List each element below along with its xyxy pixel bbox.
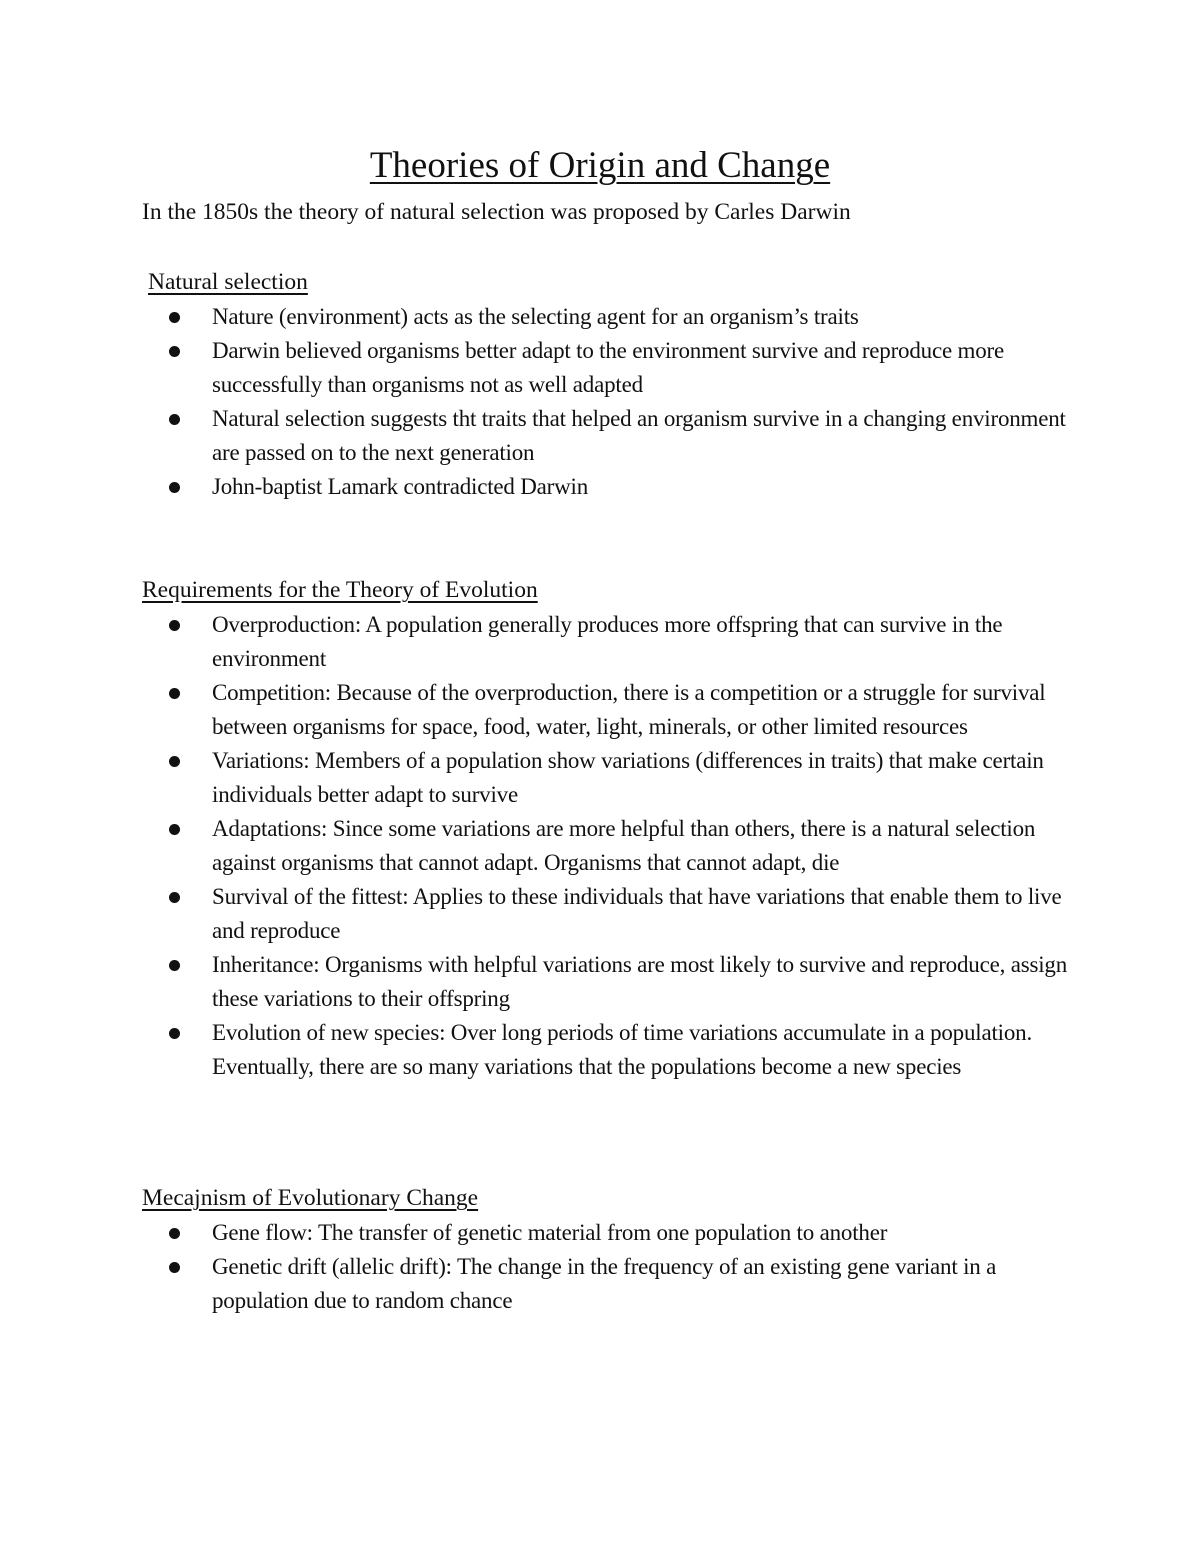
list-item xyxy=(142,880,1072,948)
bullet-list xyxy=(142,300,1072,504)
section-natural-selection xyxy=(142,266,1072,504)
section-heading: Natural selection xyxy=(148,269,308,295)
list-item xyxy=(142,1250,1072,1318)
bullet-icon xyxy=(169,892,180,903)
list-item xyxy=(142,300,1072,334)
list-item-text: Nature (environment) acts as the selecting agent for an organism’s traits xyxy=(212,304,859,329)
list-item xyxy=(142,744,1072,812)
list-item-text: Adaptations: Since some variations are more helpful than others, there is a natural selection against organisms that cannot adapt. Organisms that cannot adapt, die xyxy=(212,816,1036,875)
bullet-icon xyxy=(169,1262,180,1273)
bullet-list xyxy=(142,1216,1072,1318)
list-item-text: Gene flow: The transfer of genetic material from one population to another xyxy=(212,1220,888,1245)
bullet-icon xyxy=(169,1228,180,1239)
section-heading: Mecajnism of Evolutionary Change xyxy=(142,1185,479,1211)
list-item-text: Genetic drift (allelic drift): The change in the frequency of an existing gene variant in a population due to random chance xyxy=(212,1254,997,1313)
list-item-text: Darwin believed organisms better adapt to the environment survive and reproduce more successfully than organisms not as well adapted xyxy=(212,338,1004,397)
bullet-icon xyxy=(169,824,180,835)
list-item xyxy=(142,1016,1072,1084)
bullet-icon xyxy=(169,960,180,971)
list-item-text: Evolution of new species: Over long periods of time variations accumulate in a population. Eventually, there are so many variations that the populations become a new species xyxy=(212,1020,1033,1079)
list-item-text: Natural selection suggests tht traits that helped an organism survive in a changing environment are passed on to the next generation xyxy=(212,406,1066,465)
intro-paragraph: In the 1850s the theory of natural selection was proposed by Carles Darwin xyxy=(142,199,851,225)
bullet-icon xyxy=(169,312,180,323)
list-item-text: Overproduction: A population generally produces more offspring that can survive in the environment xyxy=(212,612,1003,671)
bullet-icon xyxy=(169,482,180,493)
list-item-text: Competition: Because of the overproduction, there is a competition or a struggle for survival between organisms for space, food, water, light, minerals, or other limited resources xyxy=(212,680,1046,739)
bullet-icon xyxy=(169,756,180,767)
list-item xyxy=(142,402,1072,470)
section-heading: Requirements for the Theory of Evolution xyxy=(142,577,538,603)
bullet-icon xyxy=(169,346,180,357)
list-item-text: Variations: Members of a population show variations (differences in traits) that make certain individuals better adapt to survive xyxy=(212,748,1044,807)
section-mechanism xyxy=(142,1182,1072,1318)
bullet-icon xyxy=(169,1028,180,1039)
list-item xyxy=(142,334,1072,402)
bullet-icon xyxy=(169,620,180,631)
list-item xyxy=(142,470,1072,504)
bullet-icon xyxy=(169,688,180,699)
page-title xyxy=(0,143,1200,189)
bullet-list xyxy=(142,608,1072,1084)
bullet-icon xyxy=(169,414,180,425)
list-item xyxy=(142,676,1072,744)
section-requirements xyxy=(142,574,1072,1084)
list-item xyxy=(142,948,1072,1016)
list-item-text: Survival of the fittest: Applies to these individuals that have variations that enable them to live and reproduce xyxy=(212,884,1062,943)
list-item xyxy=(142,608,1072,676)
list-item xyxy=(142,812,1072,880)
list-item-text: John-baptist Lamark contradicted Darwin xyxy=(212,474,589,499)
list-item-text: Inheritance: Organisms with helpful variations are most likely to survive and reproduce, assign these variations to their offspring xyxy=(212,952,1067,1011)
page-title-text: Theories of Origin and Change xyxy=(369,145,831,186)
list-item xyxy=(142,1216,1072,1250)
